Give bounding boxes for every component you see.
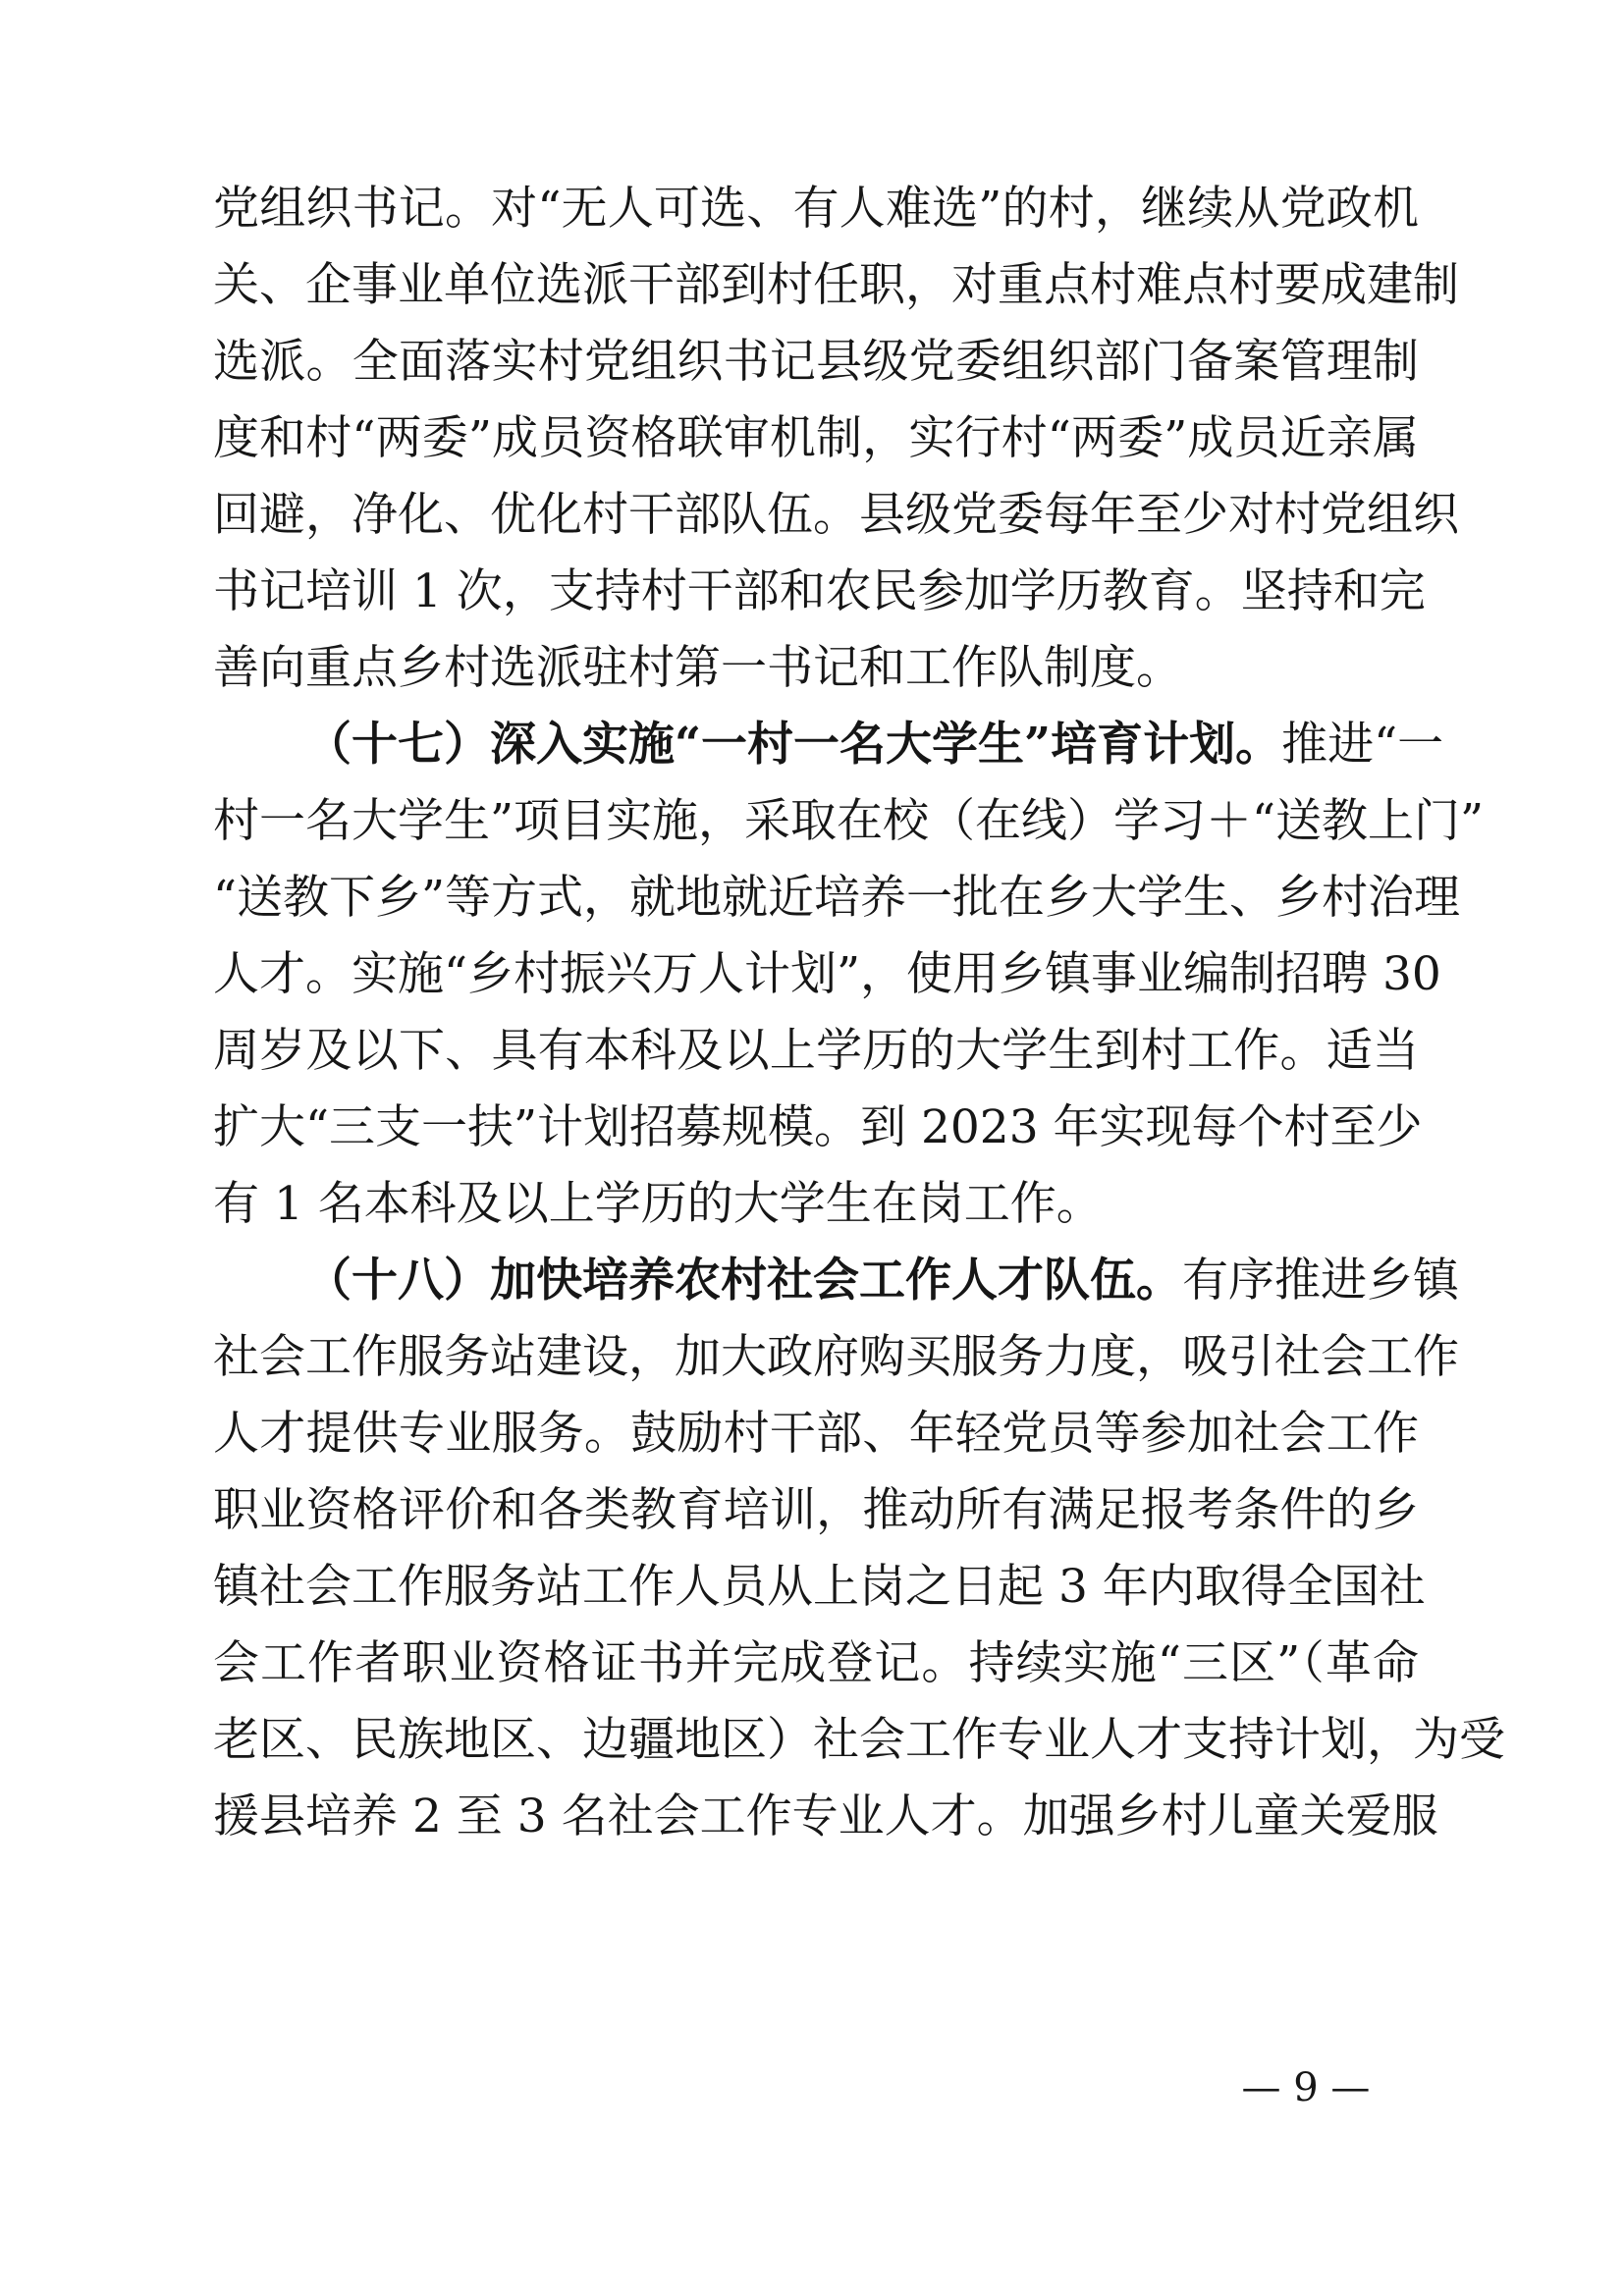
section-17-heading: （十七）深入实施“一村一名大学生”培育计划。: [305, 718, 1282, 772]
body-text-line: 村一名大学生”项目实施，采取在校（在线）学习＋“送教上门”: [213, 794, 1485, 848]
body-text-line: 人才提供专业服务。鼓励村干部、年轻党员等参加社会工作: [213, 1407, 1419, 1461]
body-text-run: 推进“一: [1281, 718, 1444, 772]
body-text-line: 有 1 名本科及以上学历的大学生在岗工作。: [213, 1177, 1103, 1231]
body-text-line: 扩大“三支一扶”计划招募规模。到 2023 年实现每个村至少: [213, 1100, 1423, 1154]
section-18-heading: （十八）加快培养农村社会工作人才队伍。: [305, 1254, 1182, 1308]
body-text-line: 会工作者职业资格证书并完成登记。持续实施“三区”（革命: [213, 1636, 1419, 1690]
body-text-line: 周岁及以下、具有本科及以上学历的大学生到村工作。适当: [213, 1024, 1419, 1078]
body-text-line: “送教下乡”等方式，就地就近培养一批在乡大学生、乡村治理: [213, 871, 1461, 925]
body-text-line: 选派。全面落实村党组织书记县级党委组织部门备案管理制: [213, 335, 1419, 389]
body-text-line: 职业资格评价和各类教育培训，推动所有满足报考条件的乡: [213, 1483, 1419, 1537]
body-text-line: 党组织书记。对“无人可选、有人难选”的村，继续从党政机: [213, 182, 1419, 236]
section-18-first-line: [305, 1247, 1459, 1315]
body-text-line: 老区、民族地区、边疆地区）社会工作专业人才支持计划，为受: [213, 1713, 1505, 1767]
section-17-first-line: [305, 711, 1444, 779]
body-text-line: 书记培训 1 次，支持村干部和农民参加学历教育。坚持和完: [213, 564, 1426, 618]
body-text-line: 援县培养 2 至 3 名社会工作专业人才。加强乡村儿童关爱服: [213, 1789, 1438, 1843]
body-text-line: 关、企事业单位选派干部到村任职，对重点村难点村要成建制: [213, 258, 1459, 312]
page-number: — 9 —: [1241, 2065, 1371, 2110]
body-text-line: 度和村“两委”成员资格联审机制，实行村“两委”成员近亲属: [213, 411, 1419, 465]
body-text-line: 社会工作服务站建设，加大政府购买服务力度，吸引社会工作: [213, 1330, 1459, 1384]
body-text-line: 回避，净化、优化村干部队伍。县级党委每年至少对村党组织: [213, 488, 1459, 542]
body-text-run: 有序推进乡镇: [1182, 1254, 1459, 1308]
body-text-line: 镇社会工作服务站工作人员从上岗之日起 3 年内取得全国社: [213, 1560, 1426, 1614]
body-text-line: 善向重点乡村选派驻村第一书记和工作队制度。: [213, 641, 1182, 695]
body-text-line: 人才。实施“乡村振兴万人计划”，使用乡镇事业编制招聘 30: [213, 947, 1441, 1001]
